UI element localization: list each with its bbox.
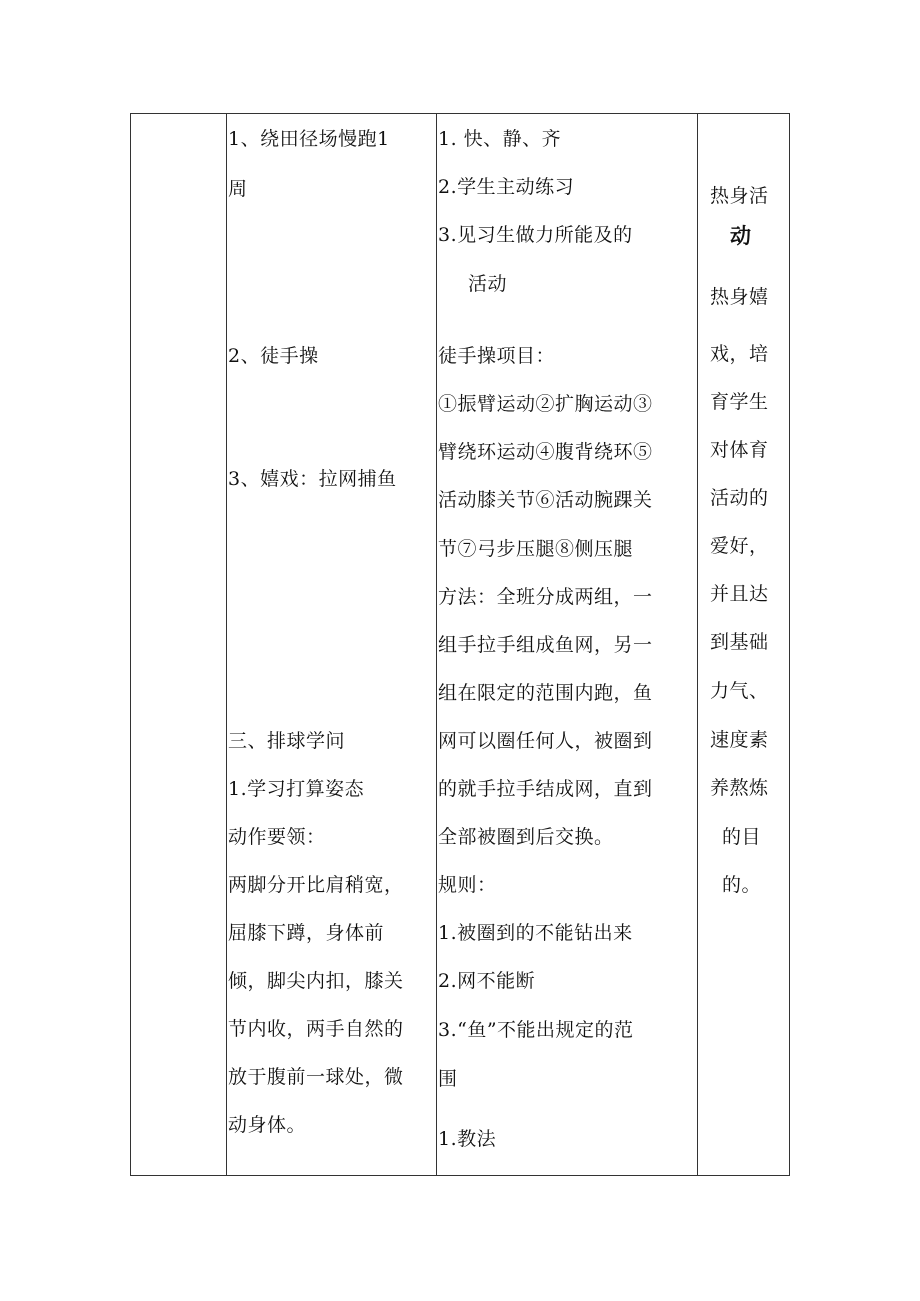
purpose-title-line2: 动 [730, 224, 752, 248]
requirement-2: 2.学生主动练习 [438, 176, 575, 198]
purpose-line: 的目 [722, 826, 762, 848]
method-line: 的就手拉手结成网，直到 [438, 778, 653, 800]
exercise-line: 臂绕环运动④腹背绕环⑤ [438, 441, 653, 463]
method-line: 组在限定的范围内跑，鱼 [438, 682, 653, 704]
rule-3-line2: 围 [438, 1068, 458, 1090]
method-line: 方法：全班分成两组，一 [438, 586, 653, 608]
essentials-line: 动身体。 [228, 1114, 307, 1136]
method-line: 网可以圈任何人，被圈到 [438, 730, 653, 752]
rule-3-line1: 3.“鱼”不能出规定的范 [438, 1019, 634, 1041]
purpose-line: 对体育 [710, 439, 769, 461]
purpose-line: 育学生 [710, 391, 769, 413]
content-item-2: 2、徒手操 [228, 345, 319, 367]
purpose-line: 热身嬉 [710, 286, 769, 308]
teaching-method: 1.教法 [438, 1128, 497, 1150]
exercise-line: 节⑦弓步压腿⑧侧压腿 [438, 538, 634, 560]
method-line: 组手拉手组成鱼网，另一 [438, 634, 653, 656]
essentials-line: 屈膝下蹲，身体前 [228, 922, 385, 944]
exercise-title: 徒手操项目： [438, 345, 556, 367]
purpose-line: 爱好， [710, 535, 769, 557]
rule-2: 2.网不能断 [438, 970, 536, 992]
content-item-1-line2: 周 [228, 178, 248, 200]
column-divider-2 [436, 114, 437, 1175]
requirement-3-line1: 3.见习生做力所能及的 [438, 224, 633, 246]
sub-item-1: 1.学习打算姿态 [228, 778, 365, 800]
essentials-line: 放于腹前一球处，微 [228, 1066, 404, 1088]
content-item-3: 3、嬉戏：拉网捕鱼 [228, 468, 397, 490]
purpose-line: 到基础 [710, 631, 769, 653]
requirement-3-line2: 活动 [468, 273, 508, 295]
essentials-line: 节内收，两手自然的 [228, 1018, 404, 1040]
purpose-line: 力气、 [710, 680, 769, 702]
purpose-line: 养熬炼 [710, 777, 769, 799]
rule-1: 1.被圈到的不能钻出来 [438, 922, 633, 944]
purpose-line: 戏，培 [710, 343, 769, 365]
essentials-line: 两脚分开比肩稍宽， [228, 874, 404, 896]
essentials-label: 动作要领： [228, 826, 326, 848]
rules-title: 规则： [438, 874, 497, 896]
purpose-title-line1: 热身活 [710, 185, 769, 207]
exercise-line: 活动膝关节⑥活动腕踝关 [438, 489, 653, 511]
exercise-line: ①振臂运动②扩胸运动③ [438, 393, 653, 415]
column-divider-3 [697, 114, 698, 1175]
content-item-1-line1: 1、绕田径场慢跑1 [228, 128, 390, 150]
section-3-title: 三、排球学问 [228, 730, 346, 752]
column-divider-1 [226, 114, 227, 1175]
requirement-1: 1. 快、静、齐 [438, 128, 562, 150]
essentials-line: 倾，脚尖内扣，膝关 [228, 970, 404, 992]
purpose-line: 的。 [722, 874, 762, 896]
purpose-line: 速度素 [710, 729, 769, 751]
method-line: 全部被圈到后交换。 [438, 826, 614, 848]
purpose-line: 活动的 [710, 487, 769, 509]
purpose-line: 并且达 [710, 583, 769, 605]
